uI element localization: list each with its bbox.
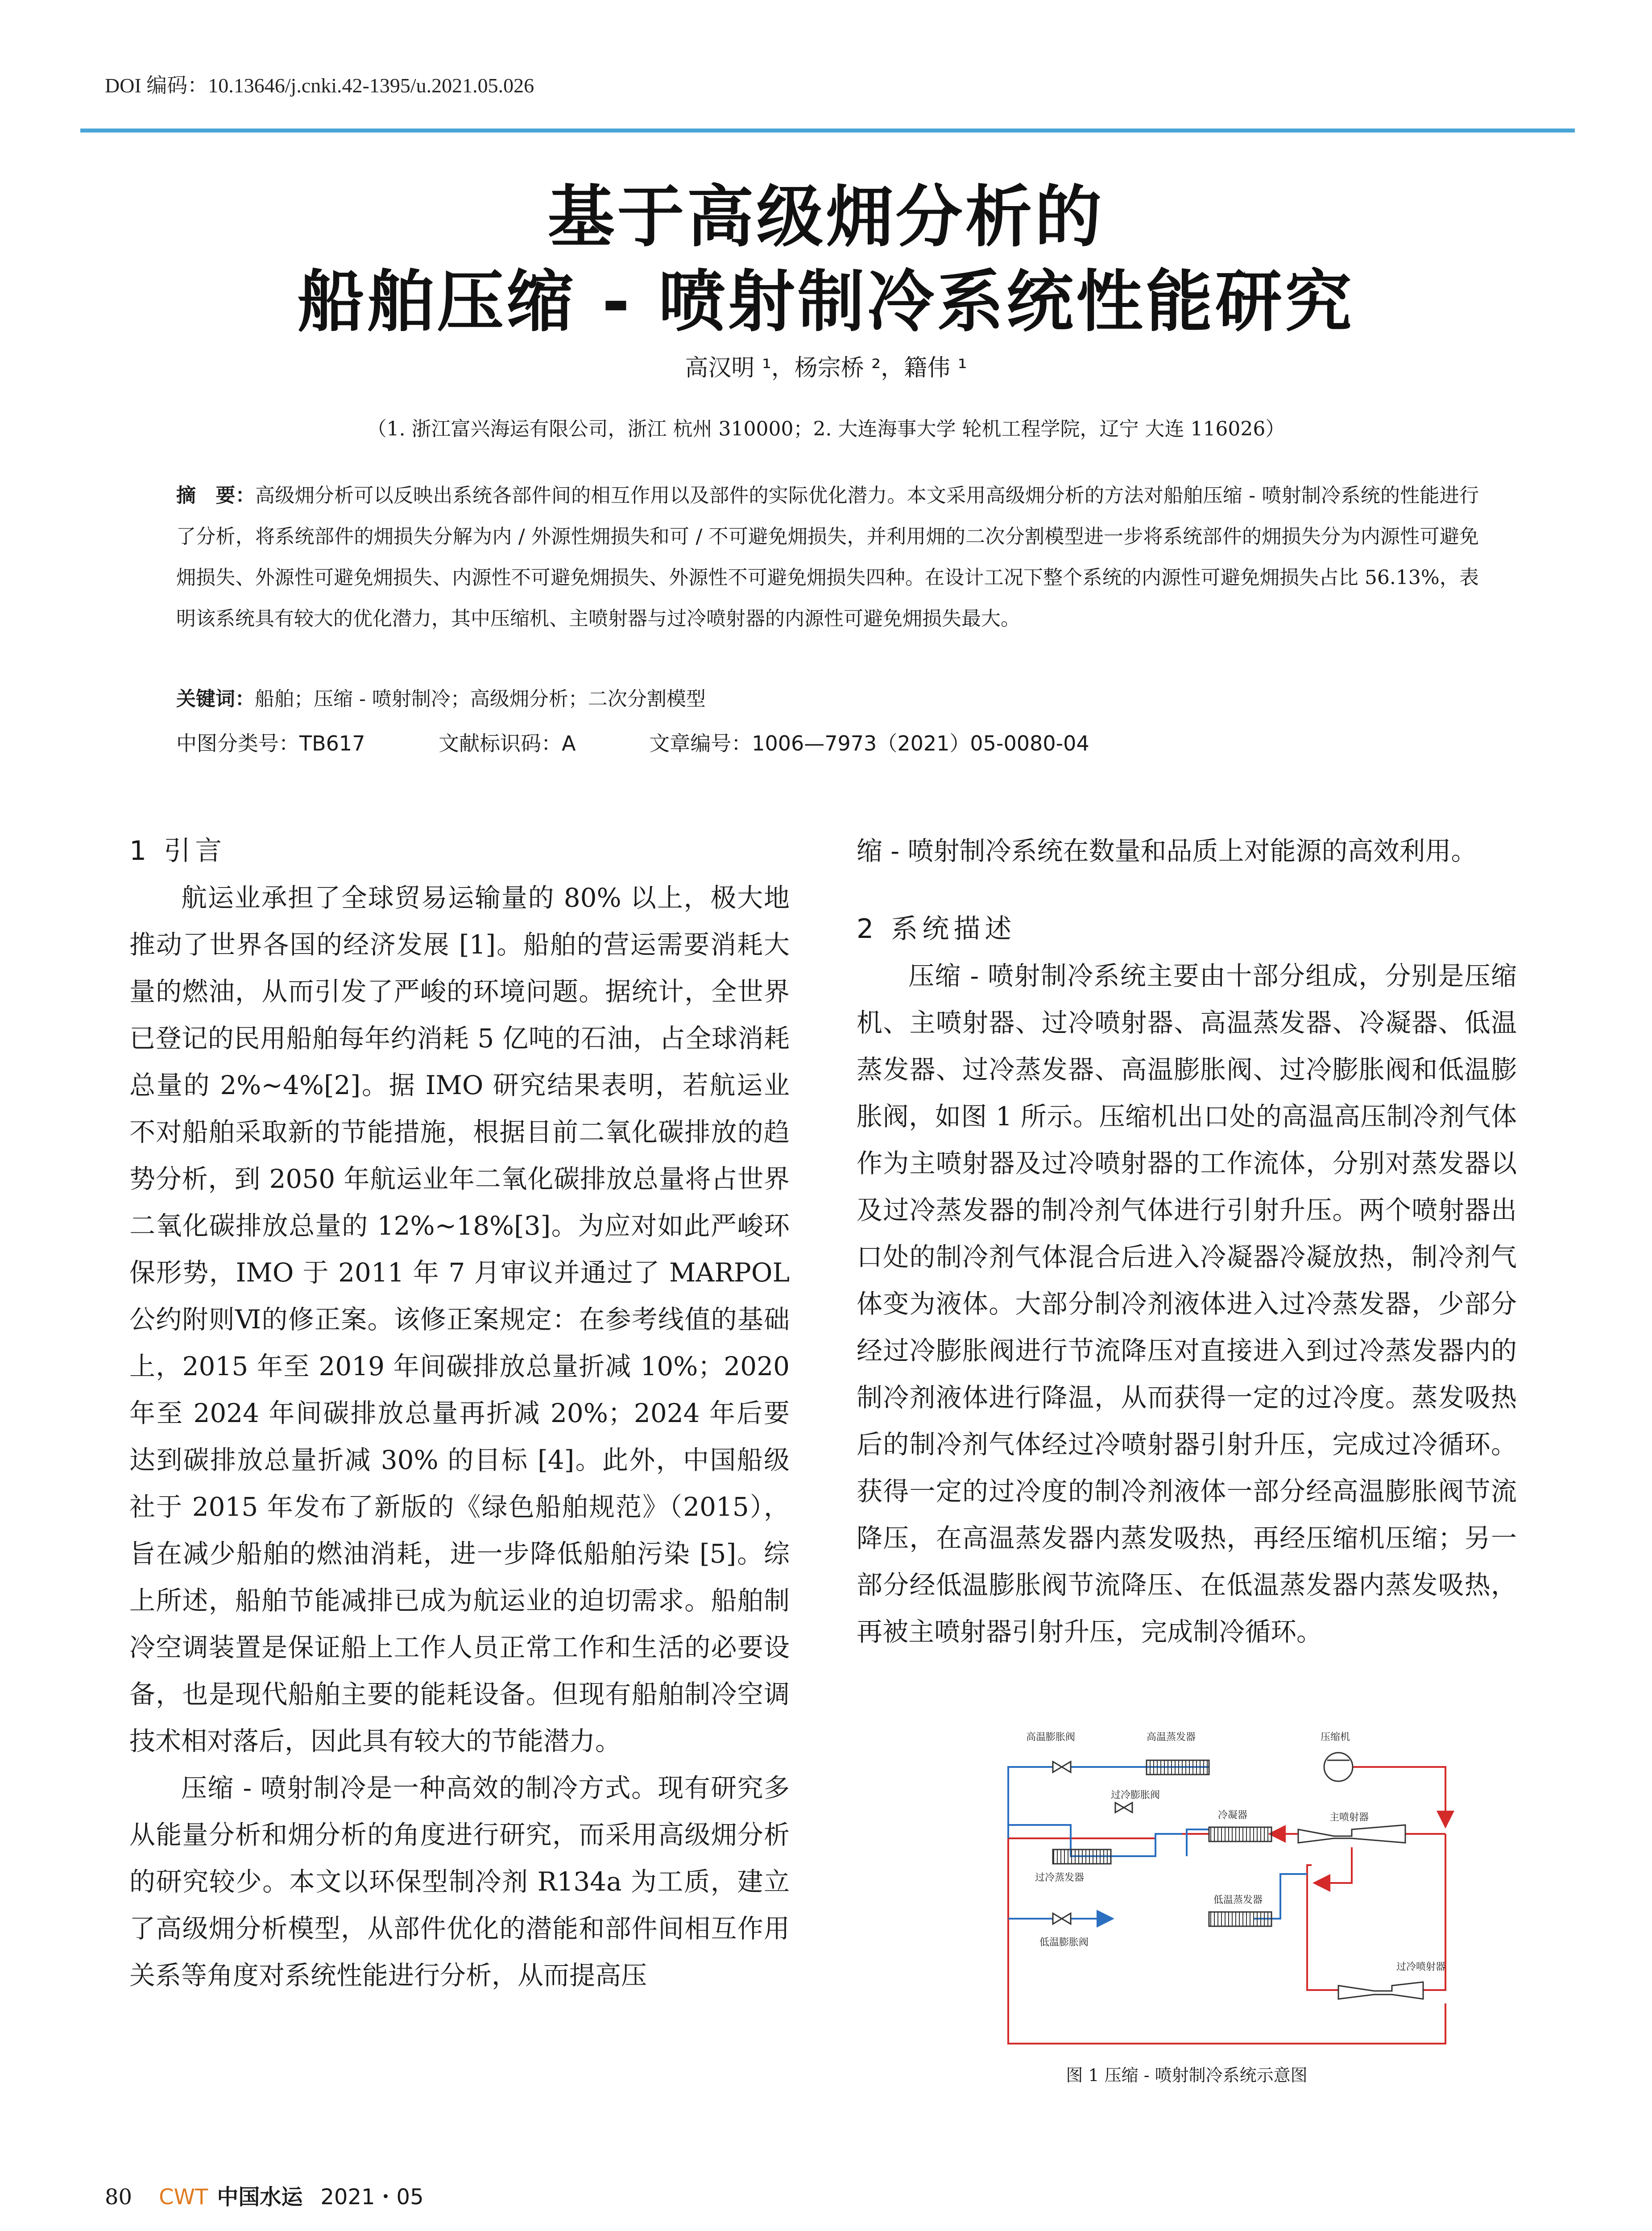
lt-evaporator <box>1209 1912 1271 1926</box>
condenser <box>1209 1827 1271 1841</box>
pipe-main-ejector-out <box>1316 1847 1352 1883</box>
pipe-evaporator-return <box>1008 1767 1209 1838</box>
doi-line: DOI 编码：10.13646/j.cnki.42-1395/u.2021.05.026 <box>105 74 534 97</box>
section-2-paragraph-1: 压缩 - 喷射制冷系统主要由十部分组成，分别是压缩机、主喷射器、过冷喷射器、高温蒸发器、冷凝器、低温蒸发器、过冷蒸发器、高温膨胀阀、过冷膨胀阀和低温膨胀阀，如图 1 所示。压缩机出口处的高温高压制冷剂气体作为主喷射器及过冷喷射器的工作流体，分别对蒸发器以及过冷蒸发器的制冷剂气体进行引射升压。两个喷射器出口处的制冷剂气体混合后进入冷凝器冷凝放热，制冷剂气体变为液体。大部分制冷剂液体进入过冷蒸发器，少部分经过冷膨胀阀进行节流降压对直接进入到过冷蒸发器内的制冷剂液体进行降温，从而获得一定的过冷度。蒸发吸热后的制冷剂气体经过冷喷射器引射升压，完成过冷循环。获得一定的过冷度的制冷剂液体一部分经高温膨胀阀节流降压，在高温蒸发器内蒸发吸热，再经压缩机压缩；另一部分经低温膨胀阀节流降压、在低温蒸发器内蒸发吸热，再被主喷射器引射升压，完成制冷循环。 <box>857 961 1517 1647</box>
main-ejector <box>1298 1825 1405 1843</box>
section-1-heading: 1 引言 <box>129 835 227 867</box>
abstract-text: 高级㶲分析可以反映出系统各部件间的相互作用以及部件的实际优化潜力。本文采用高级㶲分析的方法对船舶压缩 - 喷射制冷系统的性能进行了分析，将系统部件的㶲损失分解为内 / 外源性㶲损失和可 / 不可避免㶲损失，并利用㶲的二次分割模型进一步将系统部件的㶲损失分为内源性可避免㶲损失、外源性可避免㶲损失、内源性不可避免㶲损失、外源性不可避免㶲损失四种。在设计工况下整个系统的内源性可避免㶲损失占比 56.13%，表明该系统具有较大的优化潜力，其中压缩机、主喷射器与过冷喷射器的内源性可避免㶲损失最大。 <box>176 484 1479 630</box>
section-1-paragraph-1: 航运业承担了全球贸易运输量的 80% 以上，极大地推动了世界各国的经济发展 [1]。船舶的营运需要消耗大量的燃油，从而引发了严峻的环境问题。据统计，全世界已登记的民用船舶每年约消耗 5 亿吨的石油，占全球消耗总量的 2%~4%[2]。据 IMO 研究结果表明，若航运业不对船舶采取新的节能措施，根据目前二氧化碳排放的趋势分析，到 2050 年航运业年二氧化碳排放总量将占世界二氧化碳排放总量的 12%~18%[3]。为应对如此严峻环保形势，IMO 于 2011 年 7 月审议并通过了 MARPOL 公约附则Ⅵ的修正案。该修正案规定：在参考线值的基础上，2015 年至 2019 年间碳排放总量折减 10%；2020 年至 2024 年间碳排放总量再折减 20%；2024 年后要达到碳排放总量折减 30% 的目标 [4]。此外，中国船级社于 2015 年发布了新版的《绿色船舶规范》（2015），旨在减少船舶的燃油消耗，进一步降低船舶污染 [5]。综上所述，船舶节能减排已成为航运业的迫切需求。船舶制冷空调装置是保证船上工作人员正常工作和生活的必要设备，也是现代船舶主要的能耗设备。但现有船舶制冷空调技术相对落后，因此具有较大的节能潜力。 <box>129 883 790 1756</box>
keywords-label: 关键词： <box>176 688 255 710</box>
journal-name: 中国水运 <box>217 2185 303 2210</box>
title-line-1: 基于高级㶲分析的 <box>547 178 1105 256</box>
header-rule <box>80 129 1575 133</box>
lt-expansion-valve <box>1053 1913 1071 1924</box>
section-1-paragraph-2-continued: 缩 - 喷射制冷系统在数量和品质上对能源的高效利用。 <box>857 836 1477 866</box>
classification-row <box>176 727 1156 757</box>
authors: 高汉明 ¹，杨宗桥 ²，籍伟 ¹ <box>685 355 967 382</box>
keywords-text: 船舶；压缩 - 喷射制冷；高级㶲分析；二次分割模型 <box>255 688 706 710</box>
label-condenser: 冷凝器 <box>1218 1810 1248 1821</box>
section-1-paragraph-2: 压缩 - 喷射制冷是一种高效的制冷方式。现有研究多从能量分析和㶲分析的角度进行研究，而采用高级㶲分析的研究较少。本文以环保型制冷剂 R134a 为工质，建立了高级㶲分析模型，从部件优化的潜能和部件间相互作用关系等角度对系统性能进行分析，从而提高压 <box>129 1773 790 1990</box>
label-lt-valve: 低温膨胀阀 <box>1039 1937 1089 1948</box>
sc-expansion-valve <box>1115 1803 1132 1812</box>
ht-evaporator <box>1147 1760 1209 1775</box>
page-number: 80 <box>105 2185 132 2210</box>
label-ht-valve: 高温膨胀阀 <box>1026 1732 1076 1743</box>
subcooling-ejector <box>1338 1982 1423 1999</box>
label-sc-ejector: 过冷喷射器 <box>1396 1961 1446 1973</box>
page-footer <box>105 2180 424 2210</box>
ht-expansion-valve <box>1053 1762 1071 1772</box>
title-line-2: 船舶压缩 - 喷射制冷系统性能研究 <box>298 263 1354 341</box>
left-column <box>129 828 790 1999</box>
abstract-label: 摘 要： <box>176 484 256 507</box>
keywords <box>176 683 1479 711</box>
journal-brand: CWT <box>159 2185 208 2210</box>
clc-number: 中图分类号：TB617 <box>176 731 365 755</box>
figure-caption: 图 1 压缩 - 喷射制冷系统示意图 <box>1066 2065 1308 2085</box>
label-lt-evap: 低温蒸发器 <box>1213 1895 1263 1906</box>
abstract <box>176 475 1479 639</box>
affiliation: （1. 浙江富兴海运有限公司，浙江 杭州 310000；2. 大连海事大学 轮机工程学院，辽宁 大连 116026） <box>367 418 1285 440</box>
label-ht-evap: 高温蒸发器 <box>1147 1732 1196 1743</box>
label-sc-valve: 过冷膨胀阀 <box>1111 1790 1160 1801</box>
label-sc-evap: 过冷蒸发器 <box>1035 1872 1085 1883</box>
article-number: 文章编号：1006—7973（2021）05-0080-04 <box>649 731 1089 755</box>
section-2-heading: 2 系统描述 <box>857 913 1016 945</box>
compressor <box>1324 1753 1353 1781</box>
issue-date: 2021・05 <box>320 2185 424 2210</box>
subcooling-evaporator <box>1053 1849 1111 1864</box>
label-compressor: 压缩机 <box>1321 1732 1350 1743</box>
document-code: 文献标识码：A <box>439 731 576 755</box>
right-column <box>857 828 1517 1655</box>
system-schematic-figure <box>923 1727 1486 2066</box>
label-main-ejector: 主喷射器 <box>1329 1812 1369 1823</box>
